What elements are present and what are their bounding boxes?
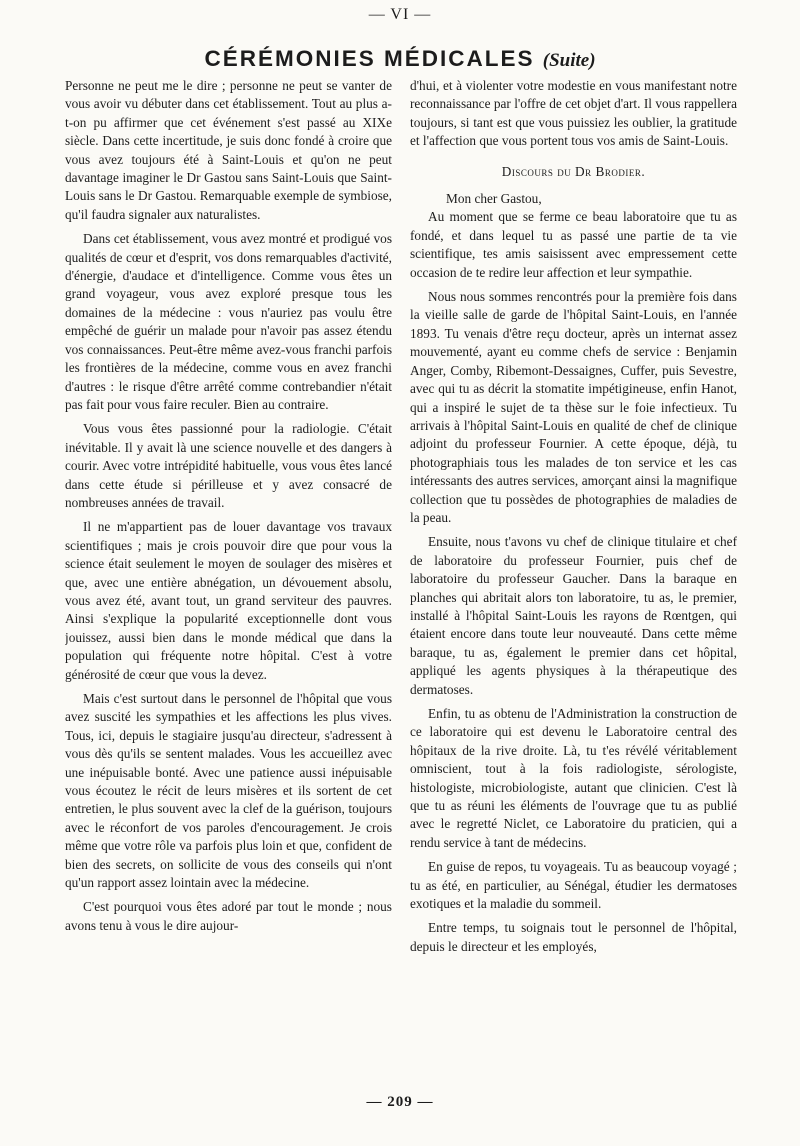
paragraph: Au moment que se ferme ce beau laboratoire que tu as fondé, et dans lequel tu as passé une partie de ta vie scientifique, tes amis saisissent avec empressement cette occasion de te redire leur affection et leur sympathie. <box>410 209 737 280</box>
left-column <box>65 77 392 1087</box>
paragraph: Nous nous sommes rencontrés pour la première fois dans la vieille salle de garde de l'hôpital Saint-Louis, en l'année 1893. Tu venais d'être reçu docteur, après un internat assez mouvementé, ayant eu comme chefs de service : Benjamin Anger, Comby, Ribemont-Dessaignes, Cuffer, puis Sevestre, avec qui tu as décrit la stomatite impétigineuse, enfin Hanot, qui a inspiré le sujet de ta thèse sur le foie infectieux. Tu arrivais à l'hôpital Saint-Louis en qualité de chef de clinique adjoint du professeur Fournier. A cette époque, déjà, tu photographiais tous les malades de ton service et les cas intéressants des autres services, amorçant ainsi la magnifique collection que tu possèdes de photographies de maladies de la peau. <box>410 289 737 525</box>
paragraph: Dans cet établissement, vous avez montré et prodigué vos qualités de cœur et d'esprit, vos dons remarquables d'activité, d'énergie, d'audace et d'intelligence. Comme vous êtes un grand voyageur, vous avez exploré presque tous les domaines de la médecine : vous n'auriez pas voulu être empêché de guérir un malade pour n'avoir pas assez étendu vos connaissances. Peut-être même avez-vous franchi parfois les frontières de la médecine, comme vous en avez franchi d'autres : le risque d'être arrêté comme contrebandier n'était pas fait pour vous faire reculer. Bien au contraire. <box>65 231 392 412</box>
paragraph-continuation: d'hui, et à violenter votre modestie en vous manifestant notre reconnaissance par l'offre de cet objet d'art. Il vous rappellera toujours, si tant est que vous puissiez les oublier, la gratitude et l'affection que vous portent tous vos amis de Saint-Louis. <box>410 78 737 149</box>
title-text: CÉRÉMONIES MÉDICALES <box>204 46 535 71</box>
page-title <box>0 46 800 72</box>
paragraph: C'est pourquoi vous êtes adoré par tout le monde ; nous avons tenu à vous le dire aujour- <box>65 899 392 933</box>
salutation: Mon cher Gastou, <box>446 191 542 207</box>
paragraph: Personne ne peut me le dire ; personne ne peut se vanter de vous avoir vu débuter dans cet établissement. Tout au plus a-t-on pu affirmer que cet événement s'est passé au XIXe siècle. Dans cette incertitude, je suis donc fondé à croire que vous avez toujours été à Saint-Louis et qu'on ne peut davantage imaginer le Dr Gastou sans Saint-Louis que Saint-Louis sans le Dr Gastou. Remarquable exemple de symbiose, qu'il faudra signaler aux naturalistes. <box>65 78 392 222</box>
right-column <box>410 77 737 1087</box>
paragraph: En guise de repos, tu voyageais. Tu as beaucoup voyagé ; tu as été, en particulier, au Sénégal, étudier les dermatoses exotiques et la maladie du sommeil. <box>410 859 737 912</box>
paragraph: Mais c'est surtout dans le personnel de l'hôpital que vous avez suscité les sympathies et les affections les plus vives. Tous, ici, depuis le stagiaire jusqu'au directeur, s'adressent à vous dès qu'ils se sentent malades. Vous les accueillez avec une inépuisable bonté. Avec une patience aussi inépuisable vous écoutez le récit de leurs misères et ils sortent de cet entretien, le plus souvent avec la clef de la guérison, toujours avec le réconfort de vos paroles d'encouragement. Je crois même que votre rôle va parfois plus loin et que, confident de bien des secrets, on sollicite de vous des conseils qui n'ont qu'un rapport assez lointain avec la médecine. <box>65 691 392 891</box>
paragraph: Enfin, tu as obtenu de l'Administration la construction de ce laboratoire qui est devenu le Laboratoire central des hôpitaux de la rive droite. Là, tu t'es révélé véritablement omniscient, tout à la fois radiologiste, sérologiste, histologiste, microbiologiste, autant que clinicien. C'est là que tu as réuni les éléments de l'ouvrage que tu as publié avec le regretté Niclet, ce Laboratoire du praticien, qui a rendu service à tant de médecins. <box>410 706 737 850</box>
roman-page-number: — VI — <box>368 6 432 23</box>
page-number: — 209 — <box>366 1094 434 1110</box>
title-suffix: (Suite) <box>542 50 596 71</box>
paragraph: Ensuite, nous t'avons vu chef de clinique titulaire et chef de laboratoire du professeur Fournier, puis chef de laboratoire du professeur Gaucher. Dans la baraque en planches qui abritait alors ton laboratoire, tu as, le premier, installé à l'hôpital Saint-Louis les rayons de Rœntgen, qui étaient encore dans toute leur nouveauté. Dans cette même baraque, tu as, également le premier dans cet hôpital, appliqué les agents physiques à la thérapeutique des dermatoses. <box>410 534 737 697</box>
paragraph: Vous vous êtes passionné pour la radiologie. C'était inévitable. Il y avait là une science nouvelle et des dangers à courir. Avec votre intrépidité habituelle, vous vous êtes lancé dans cette étude si périlleuse et y avez consacré de nombreuses années de travail. <box>65 421 392 510</box>
speech-heading: Discours du Dr Brodier. <box>501 163 646 179</box>
paragraph: Entre temps, tu soignais tout le personnel de l'hôpital, depuis le directeur et les employés, <box>410 920 737 954</box>
paragraph: Il ne m'appartient pas de louer davantage vos travaux scientifiques ; mais je crois pouvoir dire que pour vous la science était seulement le moyen de soulager des misères et que, avec une entière abnégation, un dévouement absolu, vous avez été, avant tout, un grand serviteur des pauvres. Ainsi s'explique la popularité exceptionnelle dont vous jouissez, aussi bien dans le monde médical que dans la population qui fréquente notre hôpital. C'est à votre générosité de cœur que vous la devez. <box>65 519 392 682</box>
